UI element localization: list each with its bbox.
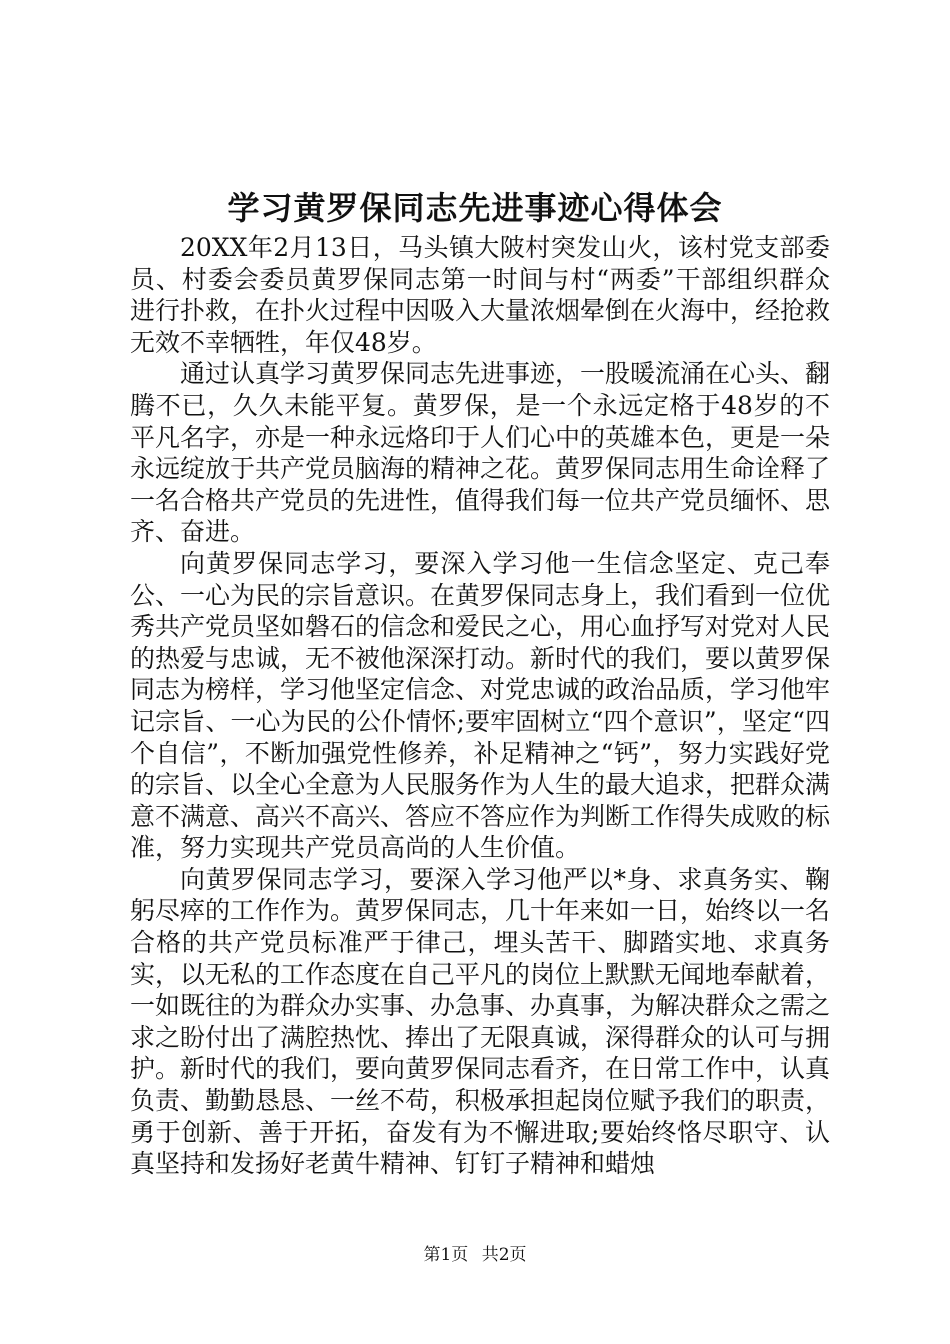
paragraph-1: 20XX年2月13日，马头镇大陂村突发山火，该村党支部委员、村委会委员黄罗保同志第一时间与村“两委”干部组织群众进行扑救，在扑火过程中因吸入大量浓烟晕倒在火海中，经抢救无效不幸牺牲，年仅48岁。 [130, 233, 831, 357]
paragraph-4: 向黄罗保同志学习，要深入学习他严以*身、求真务实、鞠躬尽瘁的工作作为。黄罗保同志，几十年来如一日，始终以一名合格的共产党员标准严于律己，埋头苦干、脚踏实地、求真务实，以无私的工作态度在自己平凡的岗位上默默无闻地奉献着，一如既往的为群众办实事、办急事、办真事，为解决群众之需之求之盼付出了满腔热忱、捧出了无限真诚，深得群众的认可与拥护。新时代的我们，要向黄罗保同志看齐，在日常工作中，认真负责、勤勤恳恳、一丝不苟，积极承担起岗位赋予我们的职责，勇于创新、善于开拓，奋发有为不懈进取;要始终恪尽职守、认真坚持和发扬好老黄牛精神、钉钉子精神和蜡烛 [130, 864, 831, 1179]
page-footer [0, 1243, 950, 1267]
page-number-current: 第1页 [423, 1245, 469, 1265]
document-title: 学习黄罗保同志先进事迹心得体会 [227, 189, 723, 227]
paragraph-2: 通过认真学习黄罗保同志先进事迹，一股暖流涌在心头、翻腾不已，久久未能平复。黄罗保，是一个永远定格于48岁的不平凡名字，亦是一种永远烙印于人们心中的英雄本色，更是一朵永远绽放于共产党员脑海的精神之花。黄罗保同志用生命诠释了一名合格共产党员的先进性，值得我们每一位共产党员缅怀、思齐、奋进。 [130, 359, 831, 547]
page-number-total: 共2页 [481, 1245, 527, 1265]
document-body [130, 232, 830, 1180]
paragraph-3: 向黄罗保同志学习，要深入学习他一生信念坚定、克己奉公、一心为民的宗旨意识。在黄罗保同志身上，我们看到一位优秀共产党员坚如磐石的信念和爱民之心，用心血抒写对党对人民的热爱与忠诚，无不被他深深打动。新时代的我们，要以黄罗保同志为榜样，学习他坚定信念、对党忠诚的政治品质，学习他牢记宗旨、一心为民的公仆情怀;要牢固树立“四个意识”，坚定“四个自信”，不断加强党性修养，补足精神之“钙”，努力实践好党的宗旨、以全心全意为人民服务作为人生的最大追求，把群众满意不满意、高兴不高兴、答应不答应作为判断工作得失成败的标准，努力实现共产党员高尚的人生价值。 [130, 548, 831, 863]
